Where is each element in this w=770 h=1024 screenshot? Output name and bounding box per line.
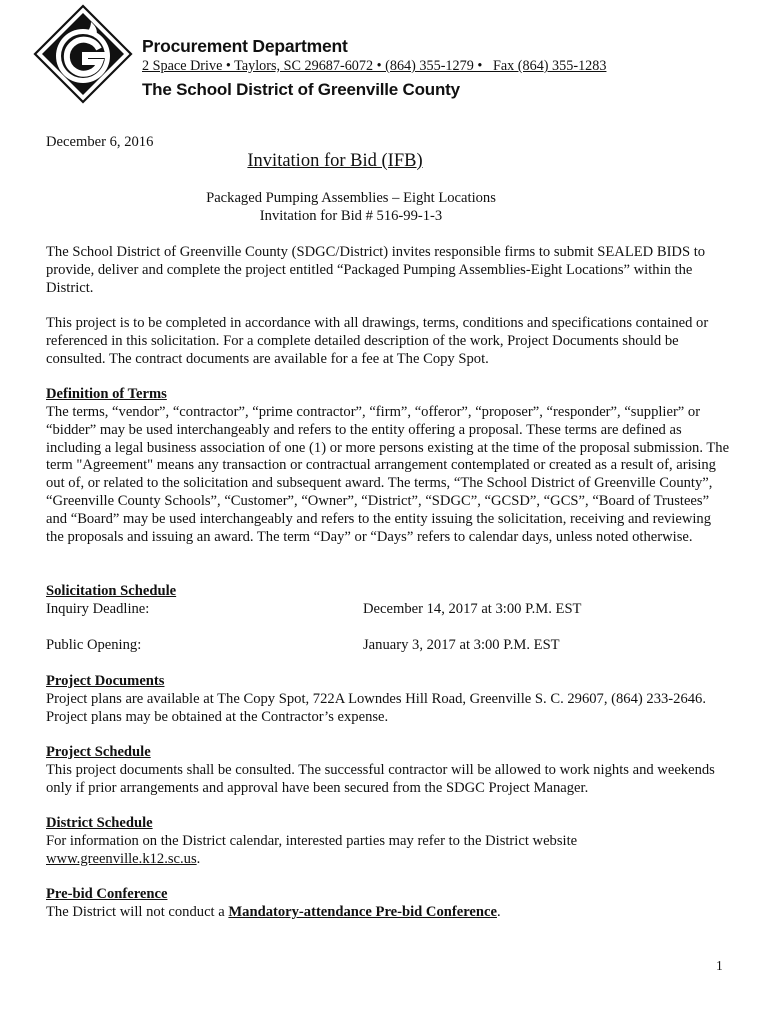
document-title	[0, 151, 770, 172]
project-schedule-text: This project documents shall be consulted. The successful contractor will be allowed to work nights and weekends only if prior arrangements and approval have been secured from the SDGC Project Manager.	[46, 762, 715, 796]
prebid-paragraph	[46, 904, 730, 922]
department-name: Procurement Department	[142, 36, 348, 56]
bid-number-text: Invitation for Bid # 516-99-1-3	[259, 208, 443, 224]
intro-paragraph: The School District of Greenville County (SDGC/District) invites responsible firms to submit SEALED BIDS to provide, deliver and complete the project entitled “Packaged Pumping Assemblies-Eight Locations” within the District.	[46, 244, 706, 296]
district-logo-icon	[33, 4, 133, 104]
document-title-text: Invitation for Bid (IFB)	[247, 151, 423, 171]
schedule-heading: Solicitation Schedule	[46, 583, 177, 599]
schedule-label: Public Opening:	[46, 637, 142, 653]
district-schedule-end: .	[196, 850, 201, 867]
district-schedule-heading: District Schedule	[46, 815, 153, 831]
schedule-value: January 3, 2017 at 3:00 P.M. EST	[363, 637, 560, 653]
prebid-text-end: .	[496, 904, 501, 920]
project-documents-text: Project plans are available at The Copy Spot, 722A Lowndes Hill Road, Greenville S. C. 29607, (864) 233-2646. Project plans may be obtained at the Contractor’s expense.	[46, 691, 706, 725]
project-subtitle	[0, 190, 770, 207]
district-name: The School District of Greenville County	[142, 80, 460, 99]
project-schedule-heading: Project Schedule	[46, 744, 151, 760]
project-documents-heading: Project Documents	[46, 673, 165, 689]
schedule-label: Inquiry Deadline:	[46, 601, 150, 617]
scope-paragraph: This project is to be completed in accordance with all drawings, terms, conditions and specifications contained or referenced in this solicitation. For a complete detailed description of the work, Project Documents should be consulted. The contract documents are available for a fee at The Copy Spot.	[46, 315, 709, 367]
district-schedule-paragraph	[46, 833, 730, 869]
prebid-text-start: The District will not conduct a	[46, 904, 229, 920]
prebid-emphasis: Mandatory-attendance Pre-bid Conference	[228, 904, 497, 920]
page-number: 1	[716, 958, 723, 973]
bid-number	[0, 208, 770, 225]
district-website-link[interactable]: www.greenville.k12.sc.us	[46, 850, 197, 867]
definition-heading: Definition of Terms	[46, 386, 167, 402]
prebid-heading: Pre-bid Conference	[46, 886, 168, 902]
document-date: December 6, 2016	[46, 134, 154, 150]
district-schedule-text: For information on the District calendar, interested parties may refer to the District website	[46, 833, 578, 849]
definition-text: The terms, “vendor”, “contractor”, “prime contractor”, “firm”, “offeror”, “proposer”, “responder”, “supplier” or “bidder” may be used interchangeably and refers to the entity offering a proposal. These terms are defined as including a legal business association of one (1) or more persons existing at the time of the proposal submission. The term "Agreement" means any transaction or contractual arrangement contemplated or created as a result of, arising out of, or related to the solicitation and subsequent award. The terms, “The School District of Greenville County”, “Greenville County Schools”, “Customer”, “Owner”, “District”, “SDGC”, “GCSD”, “GCS”, “Board of Trustees” and “Board” may be used interchangeably and refers to the entity issuing the solicitation, receiving and reviewing the proposals and issuing an award. The term “Day” or “Days” refers to calendar days, unless noted otherwise.	[46, 404, 730, 545]
project-subtitle-text: Packaged Pumping Assemblies – Eight Locations	[206, 190, 496, 206]
department-address: 2 Space Drive • Taylors, SC 29687-6072 • (864) 355-1279 • Fax (864) 355-1283	[142, 58, 607, 74]
schedule-value: December 14, 2017 at 3:00 P.M. EST	[363, 601, 582, 617]
